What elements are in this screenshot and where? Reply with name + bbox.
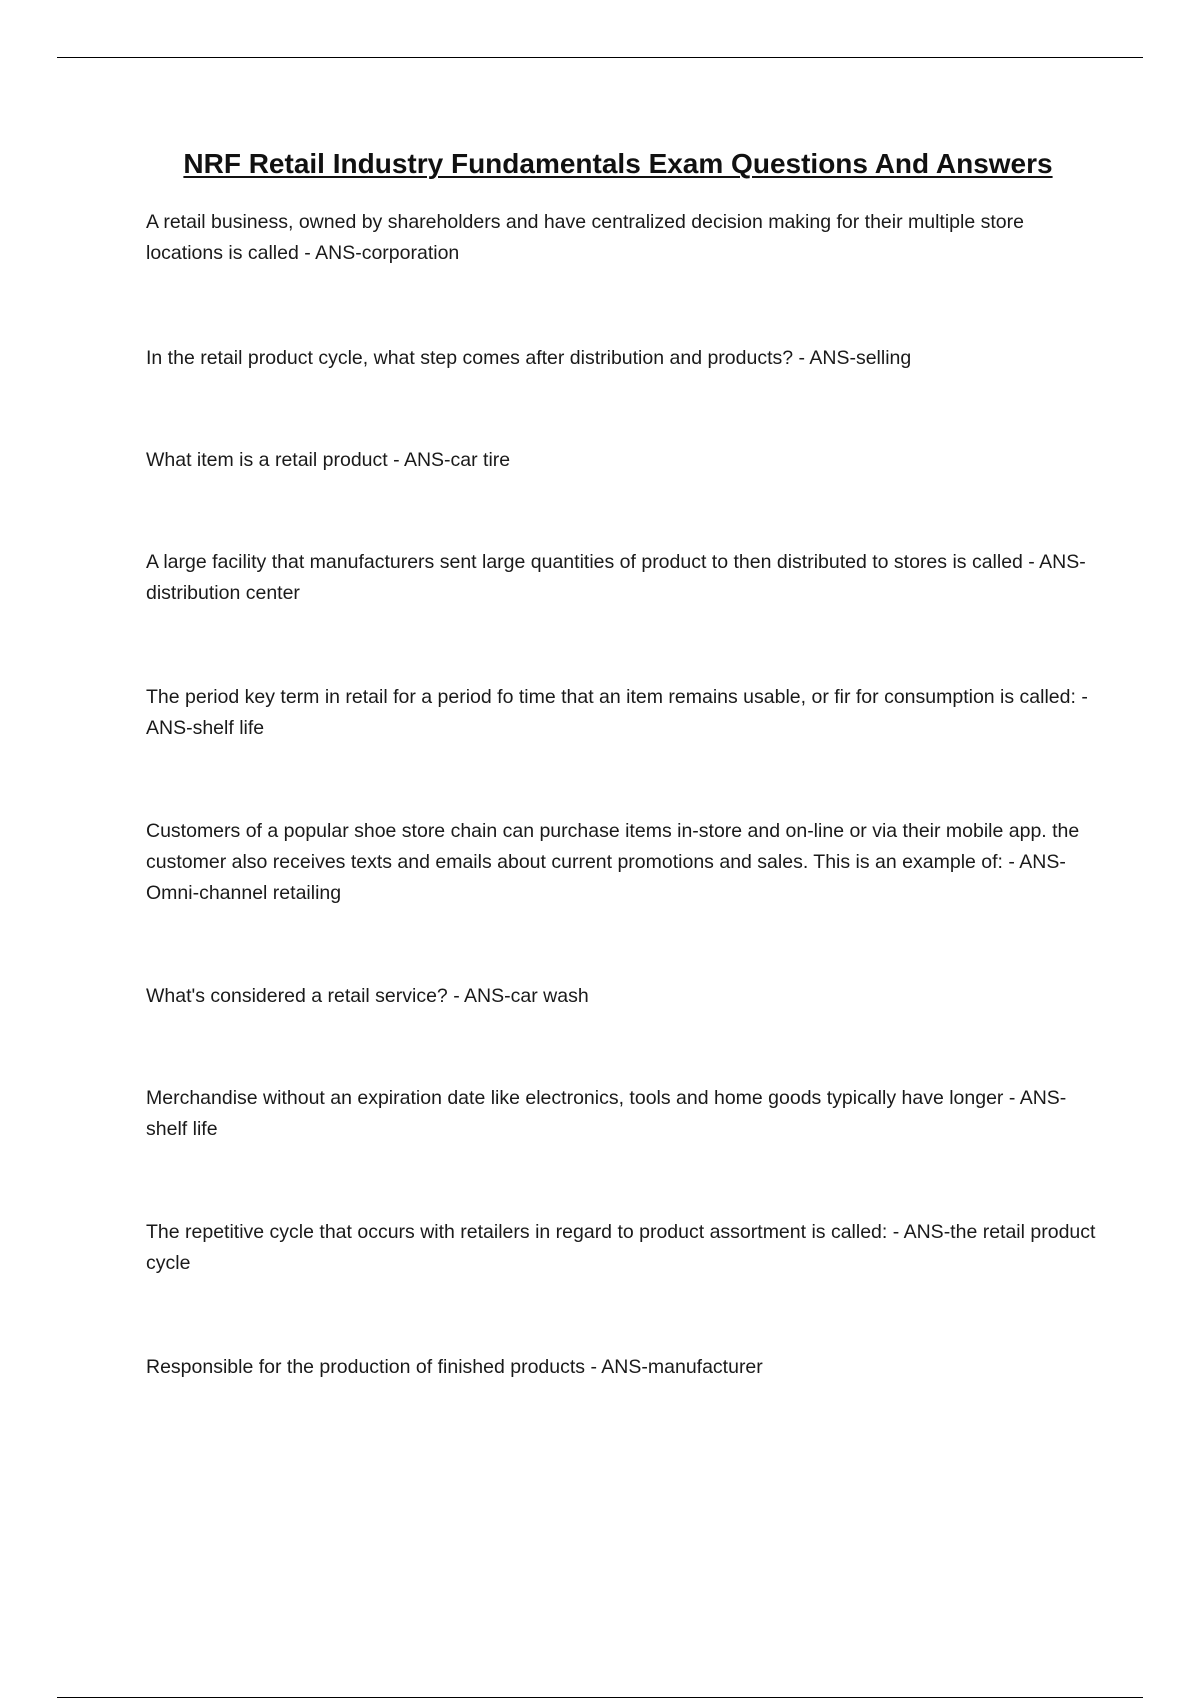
- document-title: NRF Retail Industry Fundamentals Exam Questions And Answers: [183, 148, 1053, 179]
- qa-item-3: [146, 445, 1106, 476]
- answer-text: ANS-shelf life: [146, 717, 265, 739]
- answer-text: ANS-shelf life: [146, 1087, 1067, 1140]
- answer-text: ANS-manufacturer: [601, 1356, 763, 1378]
- answer-text: ANS-car tire: [403, 449, 511, 471]
- question-text: Responsible for the production of finished products: [146, 1356, 586, 1378]
- answer-separator: -: [298, 242, 316, 264]
- question-text: Merchandise without an expiration date like electronics, tools and home goods typically have longer: [146, 1087, 1004, 1109]
- answer-separator: -: [1075, 686, 1088, 708]
- answer-text: ANS-corporation: [315, 242, 460, 264]
- qa-item-8: [146, 1083, 1106, 1145]
- answer-text: ANS-the retail product cycle: [146, 1221, 1096, 1274]
- question-text: What's considered a retail service?: [146, 985, 448, 1007]
- answer-separator: -: [1022, 551, 1040, 573]
- answer-separator: -: [447, 985, 465, 1007]
- qa-item-6: [146, 816, 1106, 909]
- question-text: The repetitive cycle that occurs with retailers in regard to product assortment is called:: [146, 1221, 888, 1243]
- answer-text: ANS-selling: [809, 347, 912, 369]
- top-divider: [57, 57, 1143, 58]
- answer-separator: -: [387, 449, 404, 471]
- question-text: Customers of a popular shoe store chain can purchase items in-store and on-line or via their mobile app. the customer also receives texts and emails about current promotions and sales. This is an example of:: [146, 820, 1080, 873]
- answer-text: ANS-Omni-channel retailing: [146, 851, 1066, 904]
- qa-item-10: [146, 1352, 1106, 1383]
- answer-separator: -: [585, 1356, 602, 1378]
- question-text: The period key term in retail for a period fo time that an item remains usable, or fir for consumption is called:: [146, 686, 1076, 708]
- qa-item-9: [146, 1217, 1106, 1279]
- question-text: A large facility that manufacturers sent large quantities of product to then distributed to stores is called: [146, 551, 1023, 573]
- qa-item-5: [146, 682, 1106, 744]
- qa-item-7: [146, 981, 1106, 1012]
- question-text: In the retail product cycle, what step comes after distribution and products?: [146, 347, 794, 369]
- qa-item-1: [146, 207, 1106, 269]
- answer-separator: -: [887, 1221, 904, 1243]
- answer-text: ANS-distribution center: [146, 551, 1086, 604]
- question-text: A retail business, owned by shareholders and have centralized decision making for their multiple store locations is called: [146, 211, 1024, 264]
- bottom-divider: [57, 1697, 1143, 1698]
- qa-item-4: [146, 547, 1106, 609]
- answer-separator: -: [1003, 1087, 1020, 1109]
- question-text: What item is a retail product: [146, 449, 388, 471]
- answer-separator: -: [793, 347, 810, 369]
- answer-text: ANS-car wash: [464, 985, 589, 1007]
- answer-separator: -: [1002, 851, 1020, 873]
- qa-item-2: [146, 343, 1106, 374]
